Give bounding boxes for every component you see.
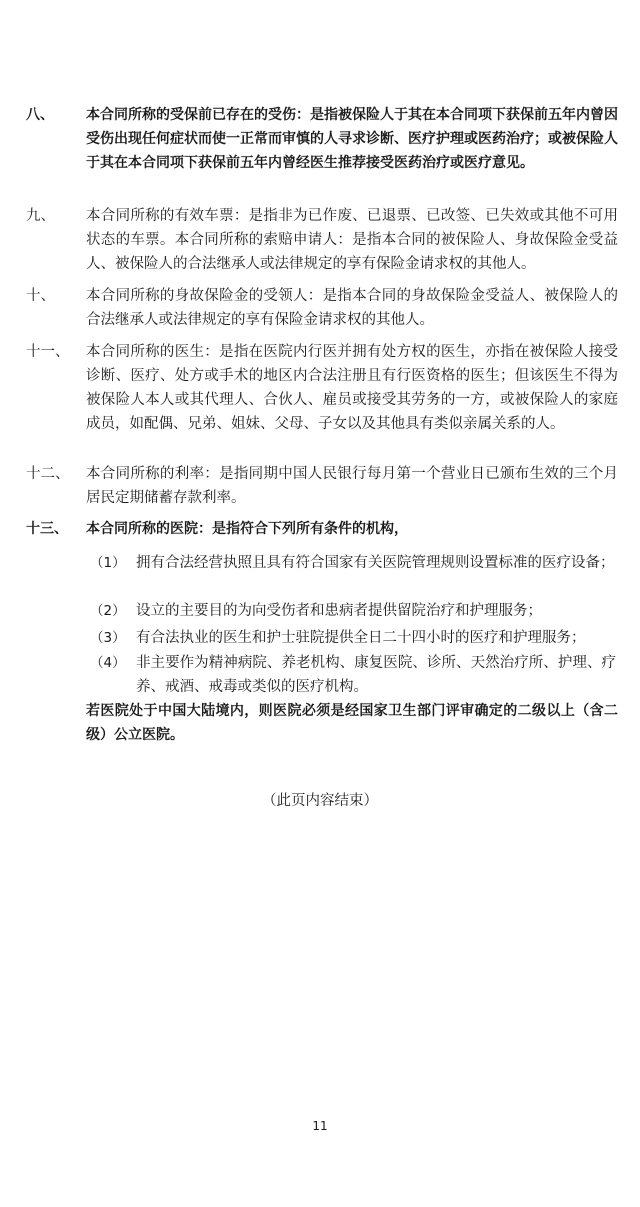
condition-text: 有合法执业的医生和护士驻院提供全日二十四小时的医疗和护理服务； (136, 630, 586, 646)
clause-number: 十二、 (26, 466, 70, 482)
clause-number: 八、 (26, 107, 54, 123)
clause-text: 本合同所称的有效车票：是指非为已作废、已退票、已改签、已失效或其他不可用状态的车票。本合同所称的索赔申请人：是指本合同的被保险人、身故保险金受益人、被保险人的合法继承人或法律规定的享有保险金请求权的其他人。 (86, 208, 618, 272)
condition-number: （2） (90, 603, 126, 619)
condition-text: 设立的主要目的为向受伤者和患病者提供留院治疗和护理服务； (136, 603, 542, 619)
clause-text: 本合同所称的受保前已存在的受伤：是指被保险人于其在本合同项下获保前五年内曾因受伤出现任何症状而使一正常而审慎的人寻求诊断、医疗护理或医药治疗；或被保险人于其在本合同项下获保前五年内曾经医生推荐接受医药治疗或医疗意见。 (86, 107, 618, 171)
condition-number: （3） (90, 630, 126, 646)
condition-number: （4） (90, 655, 126, 671)
clause-number: 十、 (26, 288, 55, 304)
clause-text: 本合同所称的医院：是指符合下列所有条件的机构， (86, 521, 408, 537)
clause-text: 本合同所称的医生：是指在医院内行医并拥有处方权的医生，亦指在被保险人接受诊断、医疗、处方或手术的地区内合法注册且有行医资格的医生；但该医生不得为被保险人本人或其代理人、合伙人、雇员或接受其劳务的一方，或被保险人的家庭成员，如配偶、兄弟、姐妹、父母、子女以及其他具有类似亲属关系的人。 (86, 344, 618, 432)
condition-text: 非主要作为精神病院、养老机构、康复医院、诊所、天然治疗所、护理、疗养、戒酒、戒毒或类似的医疗机构。 (136, 655, 616, 695)
condition-text: 拥有合法经营执照且具有符合国家有关医院管理规则设置标准的医疗设备； (136, 555, 615, 571)
clause-number: 十三、 (26, 521, 68, 537)
hospital-note: 若医院处于中国大陆境内，则医院必须是经国家卫生部门评审确定的二级以上（含二级）公立医院。 (86, 703, 618, 743)
clause-number: 十一、 (26, 344, 70, 360)
condition-number: （1） (90, 555, 126, 571)
clause-number: 九、 (26, 208, 55, 224)
page-number: 11 (312, 1119, 328, 1133)
clause-text: 本合同所称的利率：是指同期中国人民银行每月第一个营业日已颁布生效的三个月居民定期储蓄存款利率。 (86, 466, 618, 506)
end-of-page-text: （此页内容结束） (262, 793, 378, 809)
clause-text: 本合同所称的身故保险金的受领人：是指本合同的身故保险金受益人、被保险人的合法继承人或法律规定的享有保险金请求权的其他人。 (86, 288, 618, 328)
